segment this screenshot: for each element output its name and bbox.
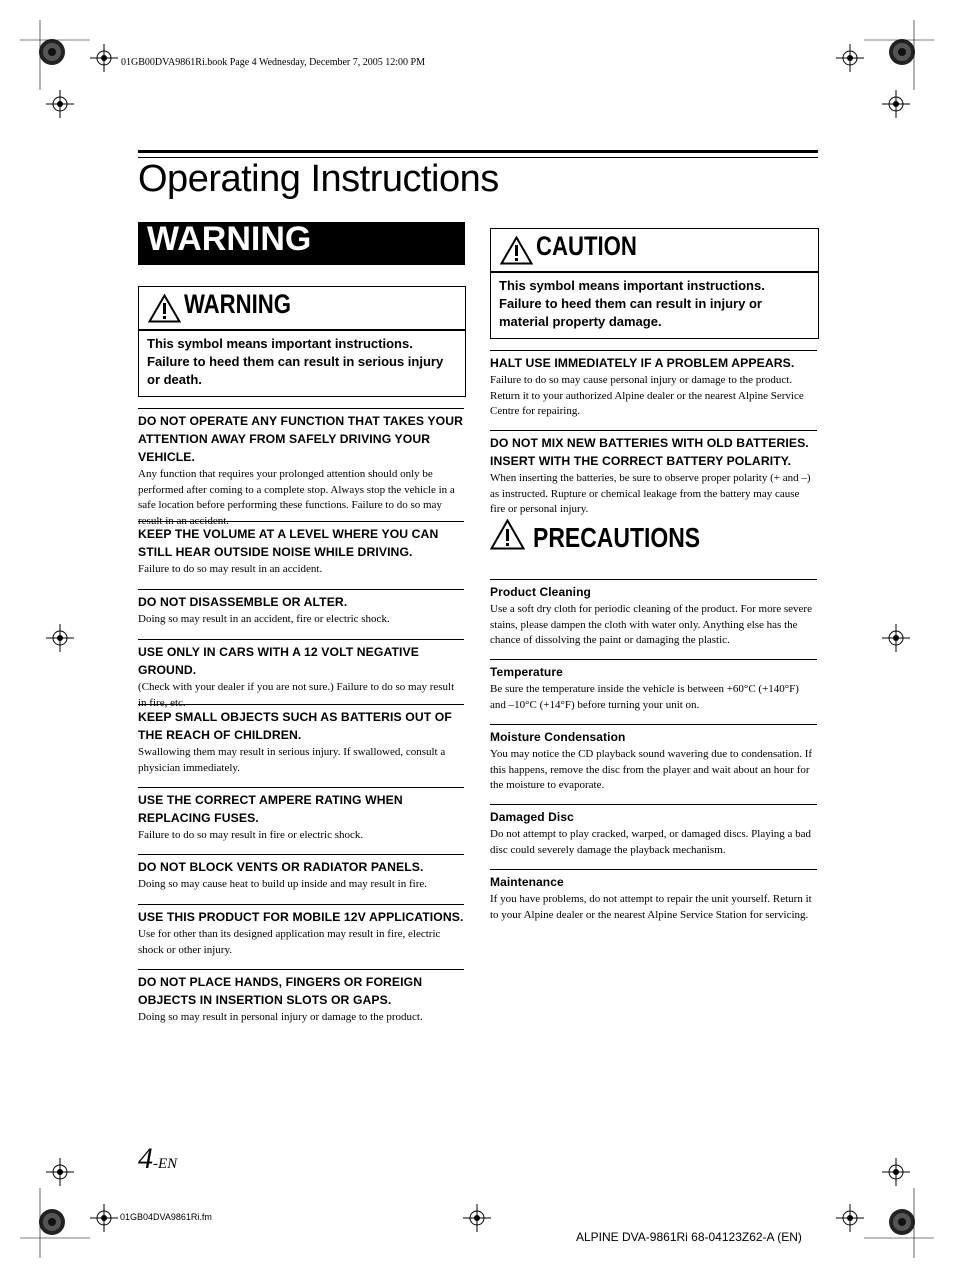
warning-item (138, 408, 464, 529)
warning-box-body: This symbol means important instructions. Failure to heed them can result in serious injury or death. (147, 336, 444, 387)
precaution-item-text: You may notice the CD playback sound wavering due to condensation. If this happens, remove the disc from the player and wait about an hour for the moisture to evaporate. (490, 748, 813, 791)
precaution-item-heading: Damaged Disc (490, 810, 574, 824)
page-number-suffix: -EN (153, 1156, 178, 1172)
caution-box-title: CAUTION (536, 231, 637, 261)
footer-code: ALPINE DVA-9861Ri 68-04123Z62-A (EN) (576, 1230, 802, 1244)
warning-item (138, 904, 464, 958)
warning-item-text: (Check with your dealer if you are not sure.) Failure to do so may result in fire, etc. (138, 681, 455, 709)
caution-item-heading: DO NOT MIX NEW BATTERIES WITH OLD BATTERIES. INSERT WITH THE CORRECT BATTERY POLARITY. (490, 436, 809, 468)
precaution-item (490, 579, 817, 649)
precaution-item-text: Be sure the temperature inside the vehicle is between +60°C (+140°F) and –10°C (+14°F) before turning your unit on. (490, 683, 799, 711)
warning-box-title: WARNING (184, 289, 292, 319)
caution-box (490, 228, 819, 339)
warning-item-heading: KEEP THE VOLUME AT A LEVEL WHERE YOU CAN STILL HEAR OUTSIDE NOISE WHILE DRIVING. (138, 527, 439, 559)
warning-item-heading: DO NOT BLOCK VENTS OR RADIATOR PANELS. (138, 860, 424, 874)
warning-box-header (139, 287, 465, 331)
caution-box-header (491, 229, 818, 273)
header-info: 01GB00DVA9861Ri.book Page 4 Wednesday, December 7, 2005 12:00 PM (121, 57, 425, 68)
warning-item (138, 787, 464, 844)
precaution-item-text: Do not attempt to play cracked, warped, or damaged discs. Playing a bad disc could severely damage the playback mechanism. (490, 828, 812, 856)
warning-banner (138, 222, 465, 265)
warning-item (138, 969, 464, 1026)
caution-triangle-icon (500, 236, 533, 265)
warning-item-heading: USE ONLY IN CARS WITH A 12 VOLT NEGATIVE GROUND. (138, 645, 419, 677)
warning-item-heading: DO NOT PLACE HANDS, FINGERS OR FOREIGN OBJECTS IN INSERTION SLOTS OR GAPS. (138, 975, 423, 1007)
caution-item-text: When inserting the batteries, be sure to observe proper polarity (+ and –) as instructed. Rupture or chemical leakage from the battery may cause fire or personal injury. (490, 472, 811, 515)
warning-item-text: Swallowing them may result in serious injury. If swallowed, consult a physician immediately. (138, 746, 446, 774)
warning-item-heading: KEEP SMALL OBJECTS SUCH AS BATTERIS OUT OF THE REACH OF CHILDREN. (138, 710, 452, 742)
warning-item-heading: USE THIS PRODUCT FOR MOBILE 12V APPLICATIONS. (138, 910, 464, 924)
precaution-item-text: Use a soft dry cloth for periodic cleaning of the product. For more severe stains, please dampen the cloth with water only. Anything else has the chance of dissolving the paint or damaging the plastic. (490, 603, 812, 646)
precaution-item-heading: Maintenance (490, 875, 564, 889)
page-title: Operating Instructions (138, 158, 499, 200)
precaution-item-text: If you have problems, do not attempt to repair the unit yourself. Return it to your Alpine dealer or the nearest Alpine Service Station for servicing. (490, 893, 812, 921)
caution-item-heading: HALT USE IMMEDIATELY IF A PROBLEM APPEARS. (490, 356, 795, 370)
file-info: 01GB04DVA9861Ri.fm (120, 1212, 212, 1222)
warning-item-heading: USE THE CORRECT AMPERE RATING WHEN REPLACING FUSES. (138, 793, 403, 825)
warning-item-text: Doing so may result in personal injury or damage to the product. (138, 1011, 423, 1023)
warning-box (138, 286, 466, 397)
warning-item (138, 854, 464, 893)
page-number-digit: 4 (138, 1142, 153, 1175)
title-rule (138, 150, 818, 153)
precaution-item-heading: Product Cleaning (490, 585, 591, 599)
warning-item (138, 704, 464, 776)
warning-item-text: Doing so may result in an accident, fire or electric shock. (138, 613, 390, 625)
precaution-item (490, 804, 817, 858)
warning-triangle-icon (148, 294, 181, 323)
warning-item (138, 639, 464, 711)
warning-item-text: Failure to do so may result in fire or electric shock. (138, 829, 364, 841)
warning-item (138, 589, 464, 628)
warning-item (138, 521, 464, 578)
precautions-triangle-icon (490, 519, 525, 550)
caution-box-body: This symbol means important instructions. Failure to heed them can result in injury or material property damage. (499, 278, 765, 329)
warning-item-text: Failure to do so may result in an accident. (138, 563, 323, 575)
warning-banner-label: WARNING (147, 220, 312, 258)
caution-item-text: Failure to do so may cause personal injury or damage to the product. Return it to your authorized Alpine dealer or the nearest Alpine Service Centre for repairing. (490, 374, 804, 417)
precaution-item (490, 869, 817, 923)
precaution-item-heading: Temperature (490, 665, 563, 679)
caution-item (490, 430, 817, 518)
caution-item (490, 350, 817, 420)
warning-item-text: Use for other than its designed application may result in fire, electric shock or other injury. (138, 928, 441, 956)
warning-item-heading: DO NOT DISASSEMBLE OR ALTER. (138, 595, 348, 609)
warning-item-heading: DO NOT OPERATE ANY FUNCTION THAT TAKES YOUR ATTENTION AWAY FROM SAFELY DRIVING YOUR VEHICLE. (138, 414, 464, 464)
warning-item-text: Any function that requires your prolonged attention should only be performed after coming to a complete stop. Always stop the vehicle in a safe location before performing these functions. Failure to do so may result in an accident. (138, 468, 455, 527)
page-number (138, 1142, 177, 1176)
precaution-item-heading: Moisture Condensation (490, 730, 626, 744)
precaution-item (490, 724, 817, 794)
precautions-title: PRECAUTIONS (533, 522, 701, 553)
precaution-item (490, 659, 817, 713)
warning-item-text: Doing so may cause heat to build up inside and may result in fire. (138, 878, 427, 890)
precautions-heading (490, 519, 701, 555)
